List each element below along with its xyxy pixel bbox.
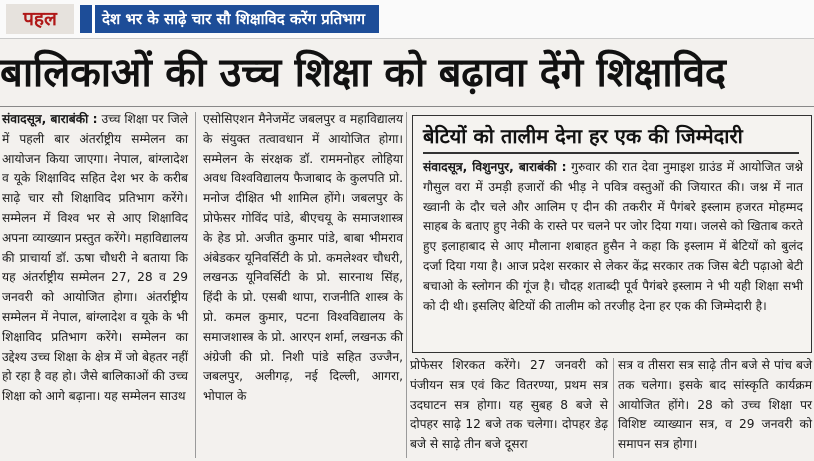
section-header-bar — [0, 0, 814, 39]
side-story-body — [423, 158, 803, 316]
main-story-column-3 — [410, 356, 608, 460]
column-divider — [613, 358, 614, 458]
kicker-divider — [92, 5, 95, 33]
side-story-rule — [423, 152, 799, 154]
main-story-column-4-text: सत्र व तीसरा सत्र साढ़े तीन बजे से पांच बजे तक चलेगा। इसके बाद सांस्कृति कार्यक्रम आयोजित होंगे। 28 को उच्च शिक्षा पर विशिष्ट व्याख्यान सत्र, व 29 जनवरी को समापन सत्र होगा। — [618, 358, 812, 452]
main-story-dateline: संवादसूत्र, बाराबंकी : — [2, 112, 98, 126]
side-story-box — [412, 115, 812, 353]
main-story-column-2-text: एसोसिएशन मैनेजमेंट जबलपुर व महाविद्यालय के संयुक्त तत्वावधान में आयोजित होगा। सम्मेलन के संरक्षक डॉ. राममनोहर लोहिया अवध विश्वविद्यालय फैजाबाद के कुलपति प्रो. मनोज दीक्षित भी शामिल होंगे। जबलपुर के प्रोफेसर गोविंद पांडे, बीएचयू के समाजशास्त्र के हेड प्रो. अजीत कुमार पांडे, बाबा भीमराव अंबेडकर यूनिवर्सिटी के प्रो. कमलेश्वर चौधरी, लखनऊ यूनिवर्सिटी के प्रो. सारनाथ सिंह, हिंदी के प्रो. एसबी थापा, राजनीति शास्त्र के प्रो. कमल कुमार, पटना विश्वविद्यालय के समाजशास्त्र के प्रो. आरएन शर्मा, लखनऊ की अंग्रेजी की प्रो. निशी पांडे सहित उज्जैन, जबलपुर, अलीगढ़, नई दिल्ली, आगरा, भोपाल के — [203, 112, 403, 404]
main-story-column-3-text: प्रोफेसर शिरकत करेंगे। 27 जनवरी को पंजीयन सत्र एवं किट वितरण्या, प्रथम सत्र उदघाटन सत्र होगा। यह सुबह 8 बजे से दोपहर साढ़े 12 बजे तक चलेगा। दोपहर डेढ़ बजे से साढ़े तीन बजे दूसरा — [410, 358, 608, 452]
side-story-dateline: संवादसूत्र, विशुनपुर, बाराबंकी : — [423, 160, 567, 174]
main-story-column-4 — [618, 356, 812, 460]
kicker — [80, 5, 379, 33]
kicker-text: देश भर के साढ़े चार सौ शिक्षाविद करेंग प्रतिभाग — [102, 10, 366, 28]
headline: बालिकाओं की उच्च शिक्षा को बढ़ावा देंगे शिक्षाविद — [0, 50, 726, 96]
main-story-column-1 — [2, 110, 188, 460]
side-story-text: गुरुवार की रात देवा नुमाइश ग्राउंड में आयोजित जश्ने गौसुल वरा में उमड़ी हजारों की भीड़ ने पवित्र वस्तुओं की जियारत की। जश्न में नात ख्वानी के दौर चले और आलिम ए दीन की तकरीर में पैगंबरे इस्लाम हजरत मोहम्मद साहब के बताए हुए नेकी के रास्ते पर चलने पर जोर दिया गया। जलसे को खिताब करते हुए इलाहाबाद से आए मौलाना शबाहत हुसैन ने कहा कि इस्लाम में बेटियों को बुलंद दर्जा दिया गया है। आज प्रदेश सरकार से लेकर केंद्र सरकार तक जिस बेटी पढ़ाओ बेटी बचाओ के स्लोगन की गूंज है। चौदह शताब्दी पूर्व पैगंबरे इस्लाम ने भी यही शिक्षा सभी को दी थी। इसलिए बेटियों की तालीम को तरजीह देना हर एक की जिम्मेदारी है। — [423, 160, 803, 313]
section-tag: पहल — [6, 4, 74, 34]
main-story-column-2 — [203, 110, 403, 404]
column-divider — [195, 112, 196, 458]
column-divider — [406, 112, 407, 458]
headline-rule — [0, 106, 814, 107]
side-story-title: बेटियों को तालीम देना हर एक की जिम्मेदारी — [423, 124, 743, 148]
main-story-column-1-text: उच्च शिक्षा पर जिले में पहली बार अंतर्राष्ट्रीय सम्मेलन का आयोजन किया जाएगा। नेपाल, बांग्लादेश व यूके शिक्षाविद सहित देश भर के करीब साढ़े चार सौ शिक्षाविद प्रतिभाग करेंगे।सम्मेलन में विश्व भर से आए शिक्षाविद अपना व्याख्यान प्रस्तुत करेंगे। महाविद्यालय की प्राचार्या डॉ. ऊषा चौधरी ने बताया कि यह अंतर्राष्ट्रीय सम्मेलन 27, 28 व 29 जनवरी को आयोजित होगा। अंतर्राष्ट्रीय सम्मेलन में नेपाल, बांग्लादेश व यूके के भी शिक्षाविद प्रतिभाग करेंगे। सम्मेलन का उद्देश्य उच्च शिक्षा के क्षेत्र में जो बेहतर नहीं हो रहा है वह हो। जैसे बालिकाओं की उच्च शिक्षा को आगे बढ़ाना। यह सम्मेलन साउथ — [2, 112, 188, 404]
